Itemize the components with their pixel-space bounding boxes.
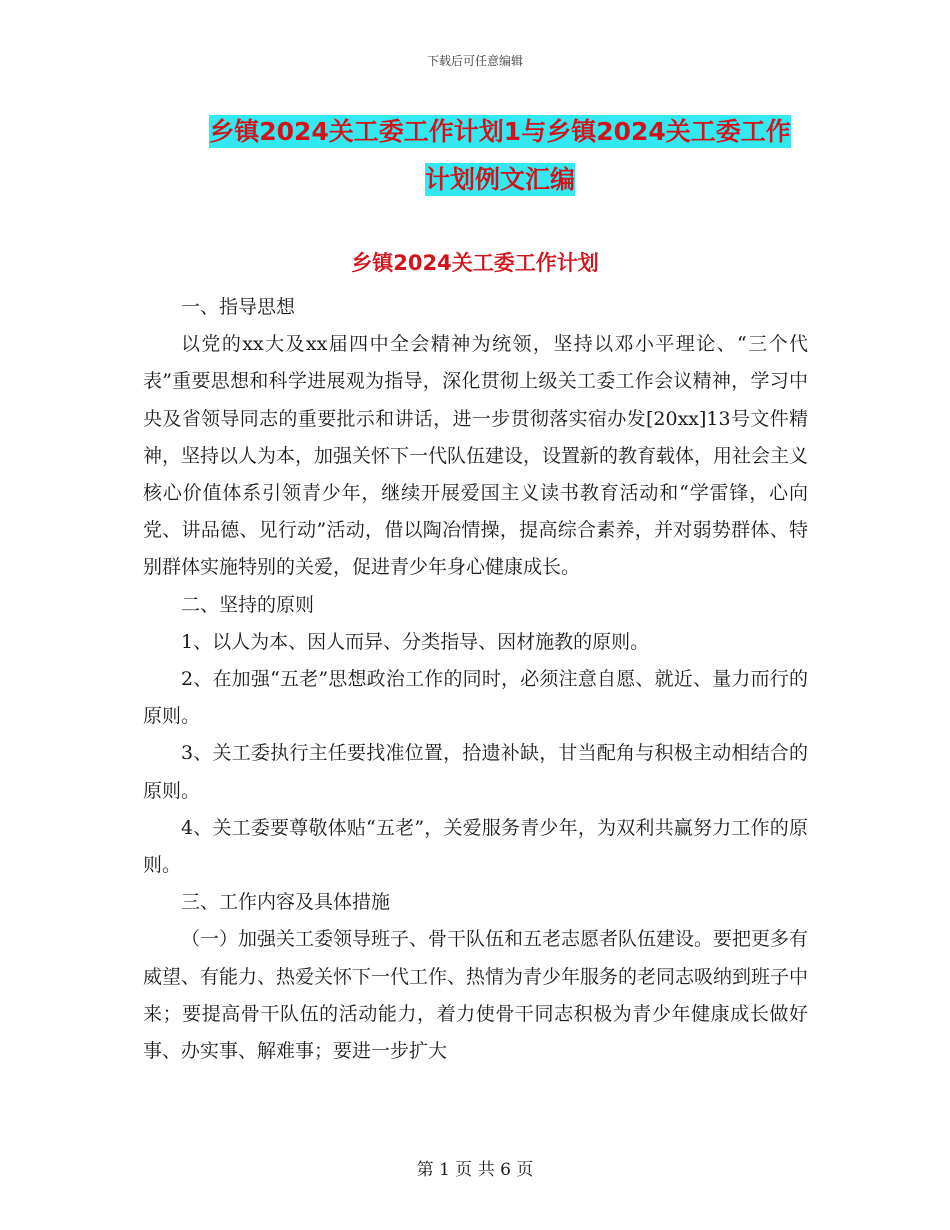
title-line-1: 乡镇2024关工委工作计划1与乡镇2024关工委工作	[209, 117, 791, 146]
heading-guiding-ideology: 一、指导思想	[181, 296, 296, 318]
page-number: 第 1 页 共 6 页	[416, 1160, 534, 1180]
header-note: 下载后可任意编辑	[426, 54, 523, 68]
paragraph: （一）加强关工委领导班子、骨干队伍和五老志愿者队伍建设。要把更多有威望、有能力、热爱关怀下一代工作、热情为青少年服务的老同志吸纳到班子中来；要提高骨干队伍的活动能力，着力使骨干同志积极为青少年健康成长做好事、办实事、解难事；要进一步扩大	[143, 928, 809, 1063]
paragraph: 以党的xx大及xx届四中全会精神为统领，坚持以邓小平理论、“三个代表”重要思想和科学进展观为指导，深化贯彻上级关工委工作会议精神，学习中央及省领导同志的重要批示和讲话，进一步贯彻落实宿办发[20xx]13号文件精神，坚持以人为本，加强关怀下一代队伍建设，设置新的教育载体，用社会主义核心价值体系引领青少年，继续开展爱国主义读书教育活动和“学雷锋，心向党、讲品德、见行动”活动，借以陶冶情操，提高综合素养，并对弱势群体、特别群体实施特别的关爱，促进青少年身心健康成长。	[143, 333, 809, 579]
paragraph: 2、在加强“五老”思想政治工作的同时，必须注意自愿、就近、量力而行的原则。	[143, 668, 808, 728]
title-line-2: 计划例文汇编	[424, 165, 575, 194]
paragraph: 3、关工委执行主任要找准位置，拾遗补缺，甘当配角与积极主动相结合的原则。	[143, 742, 808, 802]
document-body	[143, 289, 808, 1070]
heading-principles: 二、坚持的原则	[181, 593, 315, 616]
paragraph: 1、以人为本、因人而异、分类指导、因材施教的原则。	[181, 630, 650, 653]
section-title: 乡镇2024关工委工作计划	[351, 251, 599, 275]
heading-work-content: 三、工作内容及具体措施	[181, 891, 391, 914]
document-title	[150, 108, 850, 204]
paragraph: 4、关工委要尊敬体贴“五老”，关爱服务青少年，为双利共赢努力工作的原则。	[143, 816, 808, 877]
